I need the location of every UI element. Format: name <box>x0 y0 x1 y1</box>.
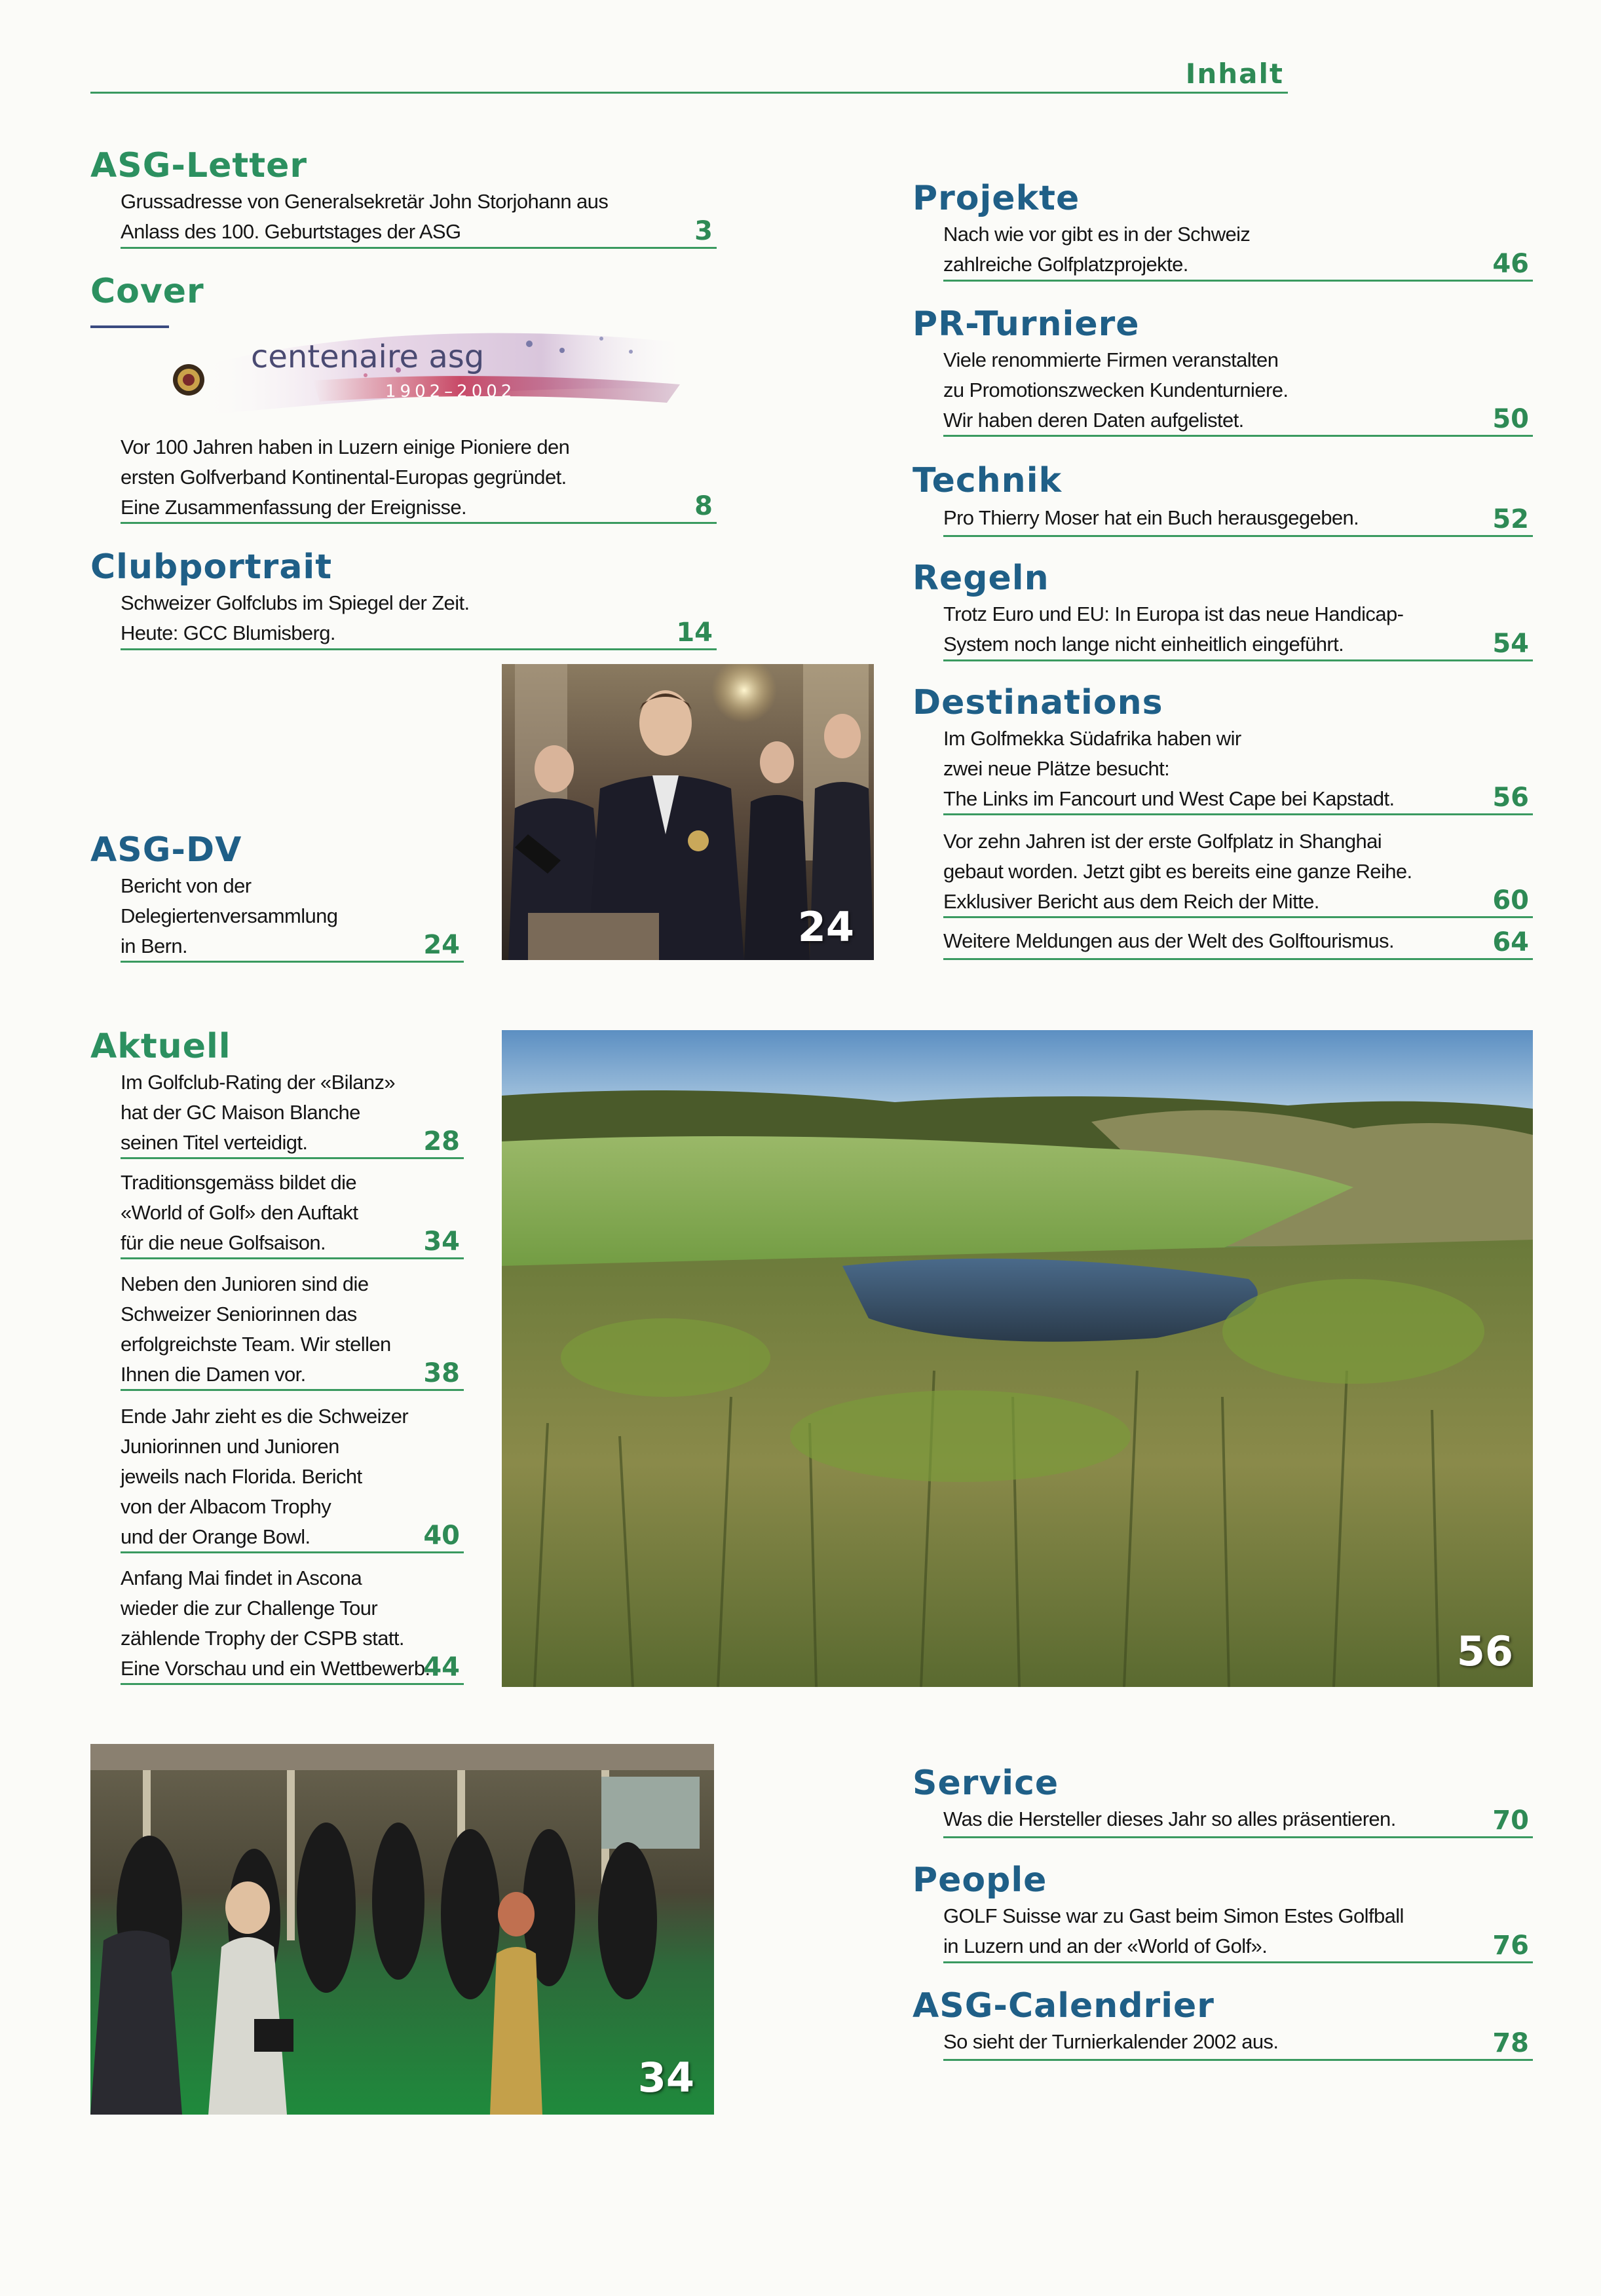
page-header-title: Inhalt <box>1185 58 1284 90</box>
centenaire-banner <box>90 324 693 419</box>
entry-rule <box>121 1257 464 1259</box>
toc-entry[interactable] <box>943 1804 1533 1838</box>
section-title-aktuell: Aktuell <box>90 1027 231 1066</box>
page-number: 54 <box>1492 629 1529 659</box>
banner-years: 1902–2002 <box>385 382 516 401</box>
page-number: 60 <box>1492 885 1529 916</box>
page-number: 46 <box>1492 249 1529 279</box>
entry-rule <box>121 648 717 650</box>
section-title-people: People <box>913 1861 1047 1900</box>
page-number: 3 <box>694 216 713 246</box>
entry-text: Was die Hersteller dieses Jahr so alles präsentieren. <box>943 1807 1396 1830</box>
photo-page-badge: 56 <box>1456 1627 1513 1675</box>
toc-entry[interactable] <box>121 1269 464 1391</box>
page-number: 14 <box>676 618 713 648</box>
section-title-projekte: Projekte <box>913 179 1080 218</box>
section-title-asg-calendrier: ASG-Calendrier <box>913 1986 1215 2026</box>
section-title-pr-turniere: PR-Turniere <box>913 305 1140 344</box>
entry-text: Grussadresse von Generalsekretär John Storjohann aus Anlass des 100. Geburtstages der ASG <box>121 190 609 243</box>
page-number: 78 <box>1492 2028 1529 2058</box>
toc-entry[interactable] <box>121 1401 464 1553</box>
entry-rule <box>943 2059 1533 2061</box>
toc-entry[interactable] <box>121 187 717 249</box>
page-number: 70 <box>1492 1805 1529 1836</box>
entry-text: Trotz Euro und EU: In Europa ist das neue Handicap- System noch lange nicht einheitlich eingeführt. <box>943 602 1404 656</box>
entry-rule <box>943 280 1533 282</box>
entry-text: Vor zehn Jahren ist der erste Golfplatz in Shanghai gebaut worden. Jetzt gibt es bereits eine ganze Reihe. Exklusiver Bericht aus dem Reich der Mitte. <box>943 830 1412 913</box>
page-number: 44 <box>423 1652 460 1682</box>
toc-entry[interactable] <box>943 219 1533 282</box>
page-number: 76 <box>1492 1931 1529 1961</box>
entry-rule <box>121 1551 464 1553</box>
page-number: 40 <box>423 1521 460 1551</box>
section-title-technik: Technik <box>913 461 1063 500</box>
entry-text: Viele renommierte Firmen veranstalten zu Promotionszwecken Kundenturniere. Wir haben deren Daten aufgelistet. <box>943 348 1289 432</box>
page-number: 64 <box>1492 927 1529 957</box>
page-number: 34 <box>423 1227 460 1257</box>
entry-text: Nach wie vor gibt es in der Schweiz zahlreiche Golfplatzprojekte. <box>943 223 1251 276</box>
entry-text: Im Golfclub-Rating der «Bilanz» hat der GC Maison Blanche seinen Titel verteidigt. <box>121 1071 396 1154</box>
section-title-destinations: Destinations <box>913 683 1163 722</box>
toc-entry[interactable] <box>121 588 717 650</box>
toc-entry[interactable] <box>943 724 1533 815</box>
entry-text: Pro Thierry Moser hat ein Buch herausgegeben. <box>943 506 1359 529</box>
entry-text: Weitere Meldungen aus der Welt des Golftourismus. <box>943 929 1394 952</box>
entry-rule <box>121 961 464 963</box>
toc-entry[interactable] <box>943 2027 1533 2061</box>
entry-rule <box>943 958 1533 960</box>
page-number: 8 <box>694 491 713 521</box>
entry-rule <box>121 1683 464 1685</box>
entry-text: Traditionsgemäss bildet die «World of Golf» den Auftakt für die neue Golfsaison. <box>121 1171 358 1254</box>
toc-entry[interactable] <box>121 1168 464 1259</box>
toc-entry[interactable] <box>943 503 1533 537</box>
entry-rule <box>121 1389 464 1391</box>
entry-rule <box>943 1836 1533 1838</box>
toc-entry[interactable] <box>943 826 1533 918</box>
page-number: 38 <box>423 1358 460 1388</box>
toc-entry[interactable] <box>121 432 717 524</box>
photo-delegates-meeting <box>502 664 874 960</box>
toc-entry[interactable] <box>943 599 1533 661</box>
entry-rule <box>943 813 1533 815</box>
entry-rule <box>121 522 717 524</box>
header-rule <box>90 92 1288 94</box>
page-number: 24 <box>423 930 460 960</box>
page-number: 52 <box>1492 504 1529 534</box>
photo-graphic <box>502 1030 1533 1687</box>
section-title-asg-letter: ASG-Letter <box>90 146 307 185</box>
photo-world-of-golf-event <box>90 1744 714 2115</box>
toc-entry[interactable] <box>121 1067 464 1159</box>
entry-rule <box>943 1961 1533 1963</box>
section-title-cover: Cover <box>90 272 204 311</box>
entry-rule <box>943 535 1533 537</box>
toc-entry[interactable] <box>943 345 1533 437</box>
page-number: 56 <box>1492 783 1529 813</box>
entry-rule <box>943 659 1533 661</box>
section-title-asg-dv: ASG-DV <box>90 830 242 870</box>
entry-text: Anfang Mai findet in Ascona wieder die zur Challenge Tour zählende Trophy der CSPB statt. Eine Vorschau und ein Wettbewerb. <box>121 1566 430 1680</box>
entry-rule <box>121 1157 464 1159</box>
entry-text: Im Golfmekka Südafrika haben wir zwei neue Plätze besucht: The Links im Fancourt und West Cape bei Kapstadt. <box>943 727 1395 810</box>
toc-entry[interactable] <box>121 1563 464 1685</box>
section-title-clubportrait: Clubportrait <box>90 547 333 587</box>
toc-entry[interactable] <box>943 1901 1533 1963</box>
page-number: 50 <box>1492 404 1529 434</box>
section-title-regeln: Regeln <box>913 559 1049 598</box>
entry-text: Neben den Junioren sind die Schweizer Seniorinnen das erfolgreichste Team. Wir stellen Ihnen die Damen vor. <box>121 1272 391 1386</box>
entry-text: Ende Jahr zieht es die Schweizer Juniorinnen und Junioren jeweils nach Florida. Bericht von der Albacom Trophy und der Orange Bowl. <box>121 1405 409 1548</box>
entry-text: So sieht der Turnierkalender 2002 aus. <box>943 2030 1279 2053</box>
photo-page-badge: 34 <box>637 2054 694 2102</box>
entry-rule <box>943 916 1533 918</box>
photo-golf-course-landscape <box>502 1030 1533 1687</box>
entry-text: Bericht von der Delegiertenversammlung in Bern. <box>121 874 338 957</box>
entry-text: Vor 100 Jahren haben in Luzern einige Pioniere den ersten Golfverband Kontinental-Europas gegründet. Eine Zusammenfassung der Ereignisse. <box>121 435 570 519</box>
photo-graphic <box>90 1744 714 2115</box>
entry-text: GOLF Suisse war zu Gast beim Simon Estes Golfball in Luzern und an der «World of Golf». <box>943 1904 1404 1957</box>
banner-word: centenaire asg <box>251 339 485 375</box>
page-number: 28 <box>423 1126 460 1157</box>
photo-page-badge: 24 <box>797 903 854 951</box>
entry-rule <box>121 247 717 249</box>
toc-entry[interactable] <box>121 871 464 963</box>
section-title-service: Service <box>913 1764 1059 1803</box>
toc-entry[interactable] <box>943 926 1533 960</box>
entry-text: Schweizer Golfclubs im Spiegel der Zeit. Heute: GCC Blumisberg. <box>121 591 470 644</box>
entry-rule <box>943 435 1533 437</box>
